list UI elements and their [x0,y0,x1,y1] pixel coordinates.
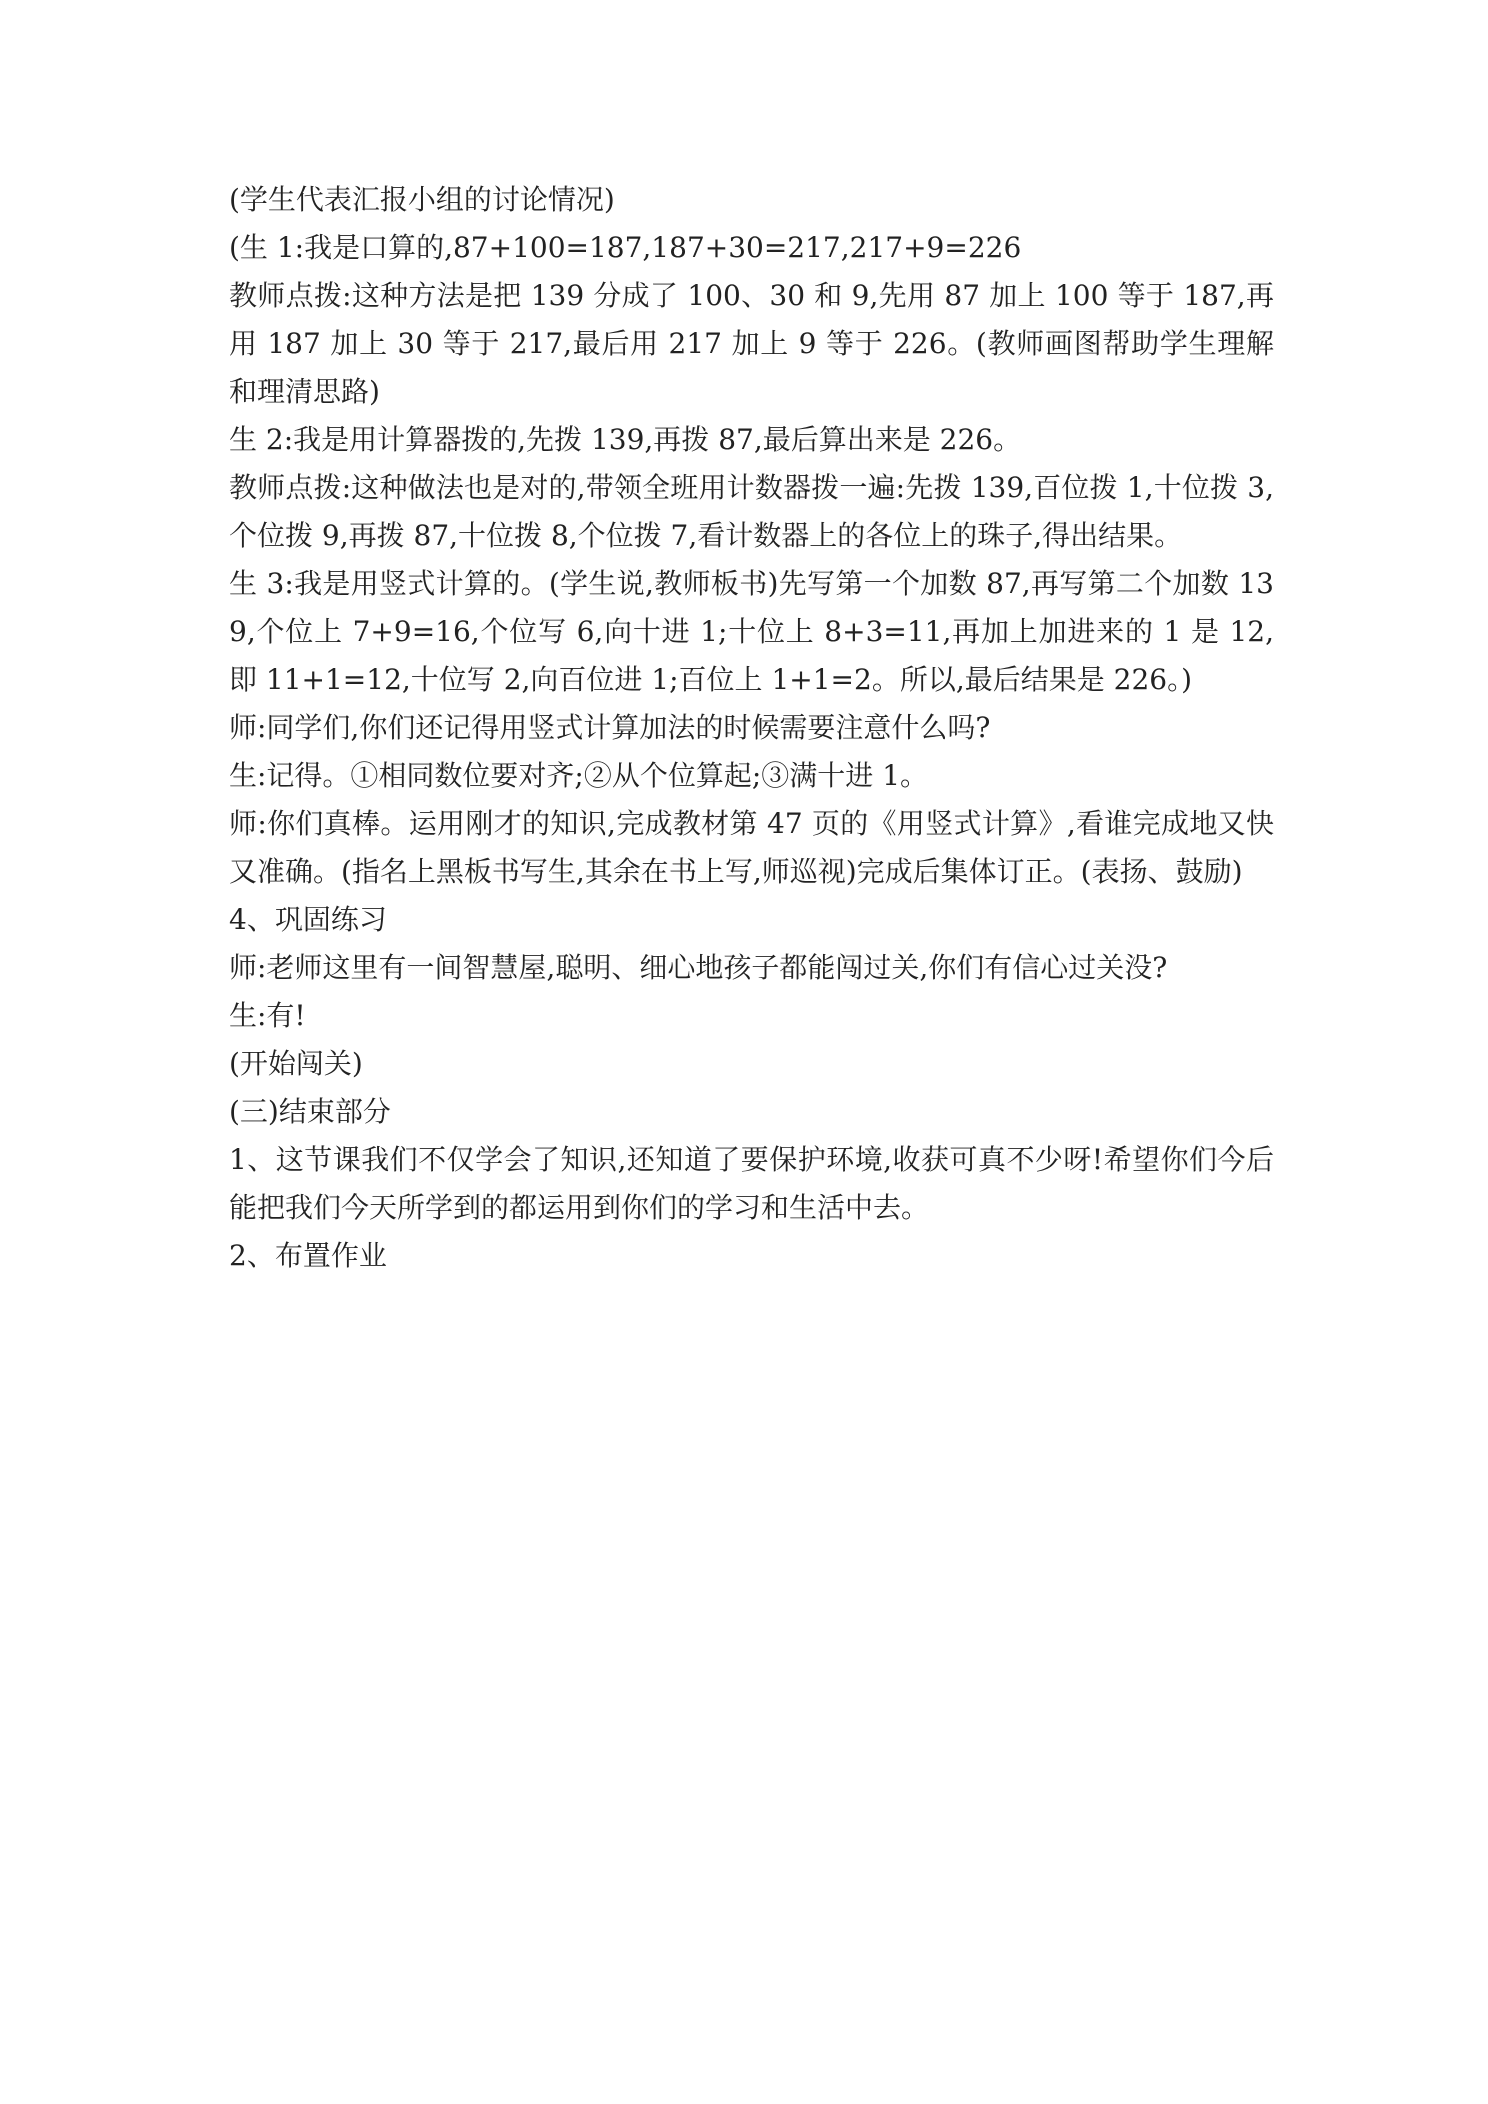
paragraph-student-yes: 生:有! [229,999,306,1032]
paragraph-student2-calculator: 生 2:我是用计算器拨的,先拨 139,再拨 87,最后算出来是 226。 [229,423,1022,456]
paragraph-student-answer-rules: 生:记得。①相同数位要对齐;②从个位算起;③满十进 1。 [229,759,929,792]
document-body [229,176,1274,1280]
section-heading-practice: 4、巩固练习 [229,903,387,936]
paragraph-summary: 1、这节课我们不仅学会了知识,还知道了要保护环境,收获可真不少呀!希望你们今后能把我们今天所学到的都运用到你们的学习和生活中去。 [229,1143,1274,1224]
paragraph-start-challenge: (开始闯关) [229,1047,363,1080]
paragraph-student1-mental-math: (生 1:我是口算的,87+100=187,187+30=217,217+9=226 [229,231,1022,264]
paragraph-teacher-exercise: 师:你们真棒。运用刚才的知识,完成教材第 47 页的《用竖式计算》,看谁完成地又快又准确。(指名上黑板书写生,其余在书上写,师巡视)完成后集体订正。(表扬、鼓励) [229,807,1274,888]
paragraph-teacher-question: 师:同学们,你们还记得用竖式计算加法的时候需要注意什么吗? [229,711,991,744]
paragraph-teacher-comment-1: 教师点拨:这种方法是把 139 分成了 100、30 和 9,先用 87 加上 100 等于 187,再用 187 加上 30 等于 217,最后用 217 加上 9 等于 226。(教师画图帮助学生理解和理清思路) [229,279,1274,408]
paragraph-teacher-wisdom-house: 师:老师这里有一间智慧屋,聪明、细心地孩子都能闯过关,你们有信心过关没? [229,951,1168,984]
paragraph-student3-vertical: 生 3:我是用竖式计算的。(学生说,教师板书)先写第一个加数 87,再写第二个加数 139,个位上 7+9=16,个位写 6,向十进 1;十位上 8+3=11,再加上加进来的 1 是 12,即 11+1=12,十位写 2,向百位进 1;百位上 1+1=2。所以,最后结果是 226。) [229,567,1274,696]
paragraph-homework: 2、布置作业 [229,1239,387,1272]
paragraph-teacher-comment-2: 教师点拨:这种做法也是对的,带领全班用计数器拨一遍:先拨 139,百位拨 1,十位拨 3,个位拨 9,再拨 87,十位拨 8,个位拨 7,看计数器上的各位上的珠子,得出结果。 [229,471,1274,552]
section-heading-conclusion: (三)结束部分 [229,1095,391,1128]
paragraph-report-intro: (学生代表汇报小组的讨论情况) [229,183,615,216]
